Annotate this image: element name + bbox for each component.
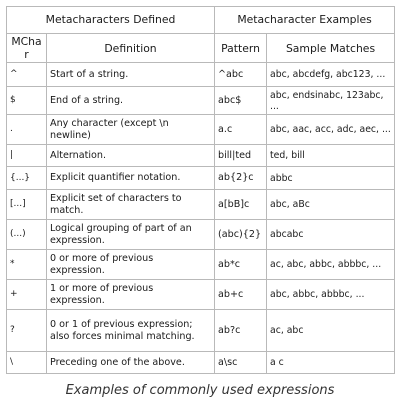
table-row [7, 220, 395, 250]
table-row [7, 352, 395, 374]
definition-cell: 1 or more of previous expression. [47, 280, 215, 310]
sample-matches-cell: ac, abc [267, 310, 395, 352]
pattern-cell: a.c [215, 115, 267, 145]
definition-cell: Alternation. [47, 145, 215, 167]
definition-cell: End of a string. [47, 87, 215, 115]
column-header-sample-matches: Sample Matches [267, 34, 395, 63]
sample-matches-cell: abbc [267, 167, 395, 190]
column-header-definition: Definition [47, 34, 215, 63]
mchar-cell: $ [7, 87, 47, 115]
pattern-cell: a[bB]c [215, 190, 267, 220]
mchar-cell: . [7, 115, 47, 145]
table-row [7, 145, 395, 167]
definition-cell: 0 or 1 of previous expression; also forces minimal matching. [47, 310, 215, 352]
pattern-cell: bill|ted [215, 145, 267, 167]
pattern-cell: ab?c [215, 310, 267, 352]
table-row [7, 63, 395, 87]
definition-cell: 0 or more of previous expression. [47, 250, 215, 280]
pattern-cell: (abc){2} [215, 220, 267, 250]
column-header-row [7, 34, 395, 63]
definition-cell: Any character (except \n newline) [47, 115, 215, 145]
table-row [7, 115, 395, 145]
definition-cell: Explicit set of characters to match. [47, 190, 215, 220]
column-header-pattern: Pattern [215, 34, 267, 63]
pattern-cell: ab{2}c [215, 167, 267, 190]
mchar-cell: \ [7, 352, 47, 374]
definition-cell: Explicit quantifier notation. [47, 167, 215, 190]
table-caption: Examples of commonly used expressions [65, 383, 335, 398]
mchar-cell: [...] [7, 190, 47, 220]
mchar-cell: ^ [7, 63, 47, 87]
pattern-cell: ^abc [215, 63, 267, 87]
group-header-defined: Metacharacters Defined [7, 7, 215, 34]
mchar-cell: {...} [7, 167, 47, 190]
definition-cell: Logical grouping of part of an expression. [47, 220, 215, 250]
group-header-row [7, 7, 395, 34]
sample-matches-cell: abc, aBc [267, 190, 395, 220]
sample-matches-cell: abc, abcdefg, abc123, ... [267, 63, 395, 87]
mchar-cell: + [7, 280, 47, 310]
mchar-cell: (...) [7, 220, 47, 250]
pattern-cell: ab+c [215, 280, 267, 310]
mchar-cell: ? [7, 310, 47, 352]
mchar-cell: * [7, 250, 47, 280]
table-row [7, 250, 395, 280]
table-row [7, 310, 395, 352]
pattern-cell: abc$ [215, 87, 267, 115]
definition-cell: Start of a string. [47, 63, 215, 87]
definition-cell: Preceding one of the above. [47, 352, 215, 374]
sample-matches-cell: a c [267, 352, 395, 374]
sample-matches-cell: ted, bill [267, 145, 395, 167]
sample-matches-cell: abc, abbc, abbbc, ... [267, 280, 395, 310]
table-row [7, 280, 395, 310]
sample-matches-cell: abc, endsinabc, 123abc, ... [267, 87, 395, 115]
regex-reference-table [6, 6, 395, 374]
group-header-examples: Metacharacter Examples [215, 7, 395, 34]
table-row [7, 167, 395, 190]
sample-matches-cell: ac, abc, abbc, abbbc, ... [267, 250, 395, 280]
table-row [7, 190, 395, 220]
sample-matches-cell: abcabc [267, 220, 395, 250]
mchar-cell: | [7, 145, 47, 167]
pattern-cell: a\sc [215, 352, 267, 374]
column-header-mchar: MChar [7, 34, 47, 63]
pattern-cell: ab*c [215, 250, 267, 280]
table-row [7, 87, 395, 115]
sample-matches-cell: abc, aac, acc, adc, aec, ... [267, 115, 395, 145]
